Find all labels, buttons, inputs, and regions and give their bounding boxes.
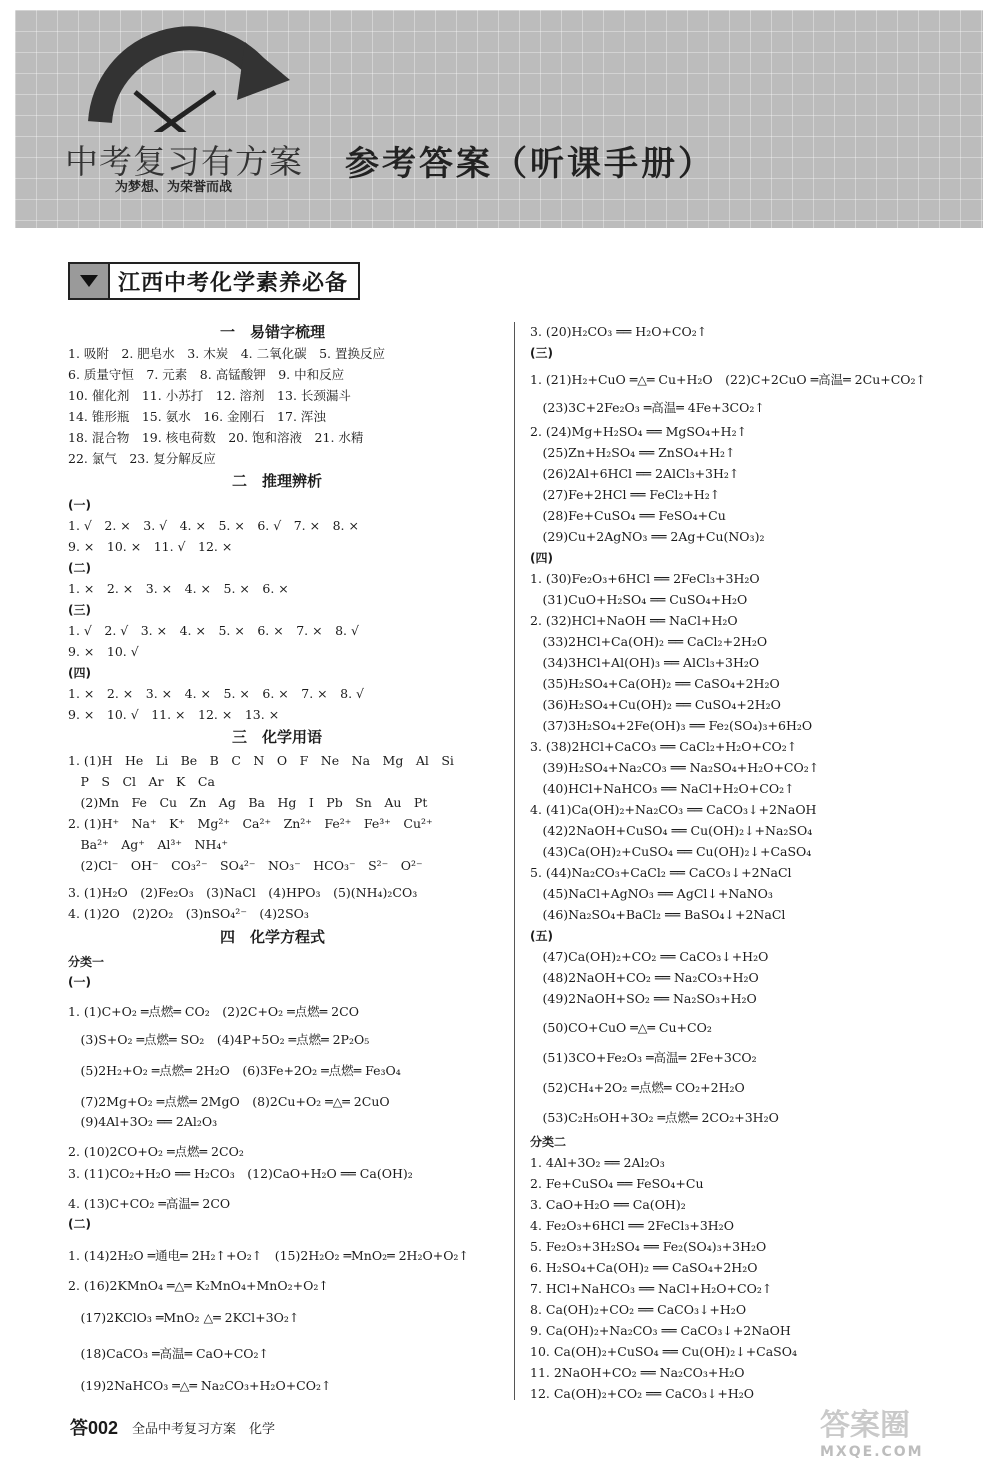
- answer-line: 1. (1)C+O₂ ═点燃═ CO₂ (2)2C+O₂ ═点燃═ 2CO: [68, 1004, 359, 1019]
- section-heading: [68, 262, 360, 300]
- answer-line: 2. (16)2KMnO₄ ═△═ K₂MnO₄+MnO₂+O₂↑: [68, 1278, 329, 1293]
- answer-line: (43)Ca(OH)₂+CuSO₄ ══ Cu(OH)₂↓+CaSO₄: [530, 844, 812, 859]
- answer-line: 3. (1)H₂O (2)Fe₂O₃ (3)NaCl (4)HPO₃ (5)(NH₄)₂CO₃: [68, 885, 418, 900]
- answer-line: (18)CaCO₃ ═高温═ CaO+CO₂↑: [68, 1346, 270, 1361]
- answer-line: 10. Ca(OH)₂+CuSO₄ ══ Cu(OH)₂↓+CaSO₄: [530, 1344, 798, 1359]
- answer-line: 2. (1)H⁺ Na⁺ K⁺ Mg²⁺ Ca²⁺ Zn²⁺ Fe²⁺ Fe³⁺ Cu²⁺: [68, 816, 433, 831]
- answer-line: 2. Fe+CuSO₄ ══ FeSO₄+Cu: [530, 1176, 704, 1191]
- answer-line: (45)NaCl+AgNO₃ ══ AgCl↓+NaNO₃: [530, 886, 773, 901]
- group-label: (二): [68, 561, 91, 575]
- answer-line: (49)2NaOH+SO₂ ══ Na₂SO₃+H₂O: [530, 991, 757, 1006]
- group-label: (三): [68, 603, 91, 617]
- answer-line: 1. (1)H He Li Be B C N O F Ne Na Mg Al Si: [68, 753, 454, 768]
- answer-line: 1. × 2. × 3. × 4. × 5. × 6. ×: [68, 581, 289, 596]
- watermark-logo: [820, 1400, 980, 1460]
- answer-line: (5)2H₂+O₂ ═点燃═ 2H₂O (6)3Fe+2O₂ ═点燃═ Fe₃O₄: [68, 1063, 401, 1078]
- answer-line: 22. 氯气 23. 复分解反应: [68, 451, 216, 466]
- group-label: (五): [530, 929, 553, 943]
- answer-line: 14. 锥形瓶 15. 氨水 16. 金刚石 17. 浑浊: [68, 409, 326, 424]
- answer-line: 5. Fe₂O₃+3H₂SO₄ ══ Fe₂(SO₄)₃+3H₂O: [530, 1239, 767, 1254]
- answer-line: 7. HCl+NaHCO₃ ══ NaCl+H₂O+CO₂↑: [530, 1281, 773, 1296]
- answer-line: 1. (30)Fe₂O₃+6HCl ══ 2FeCl₃+3H₂O: [530, 571, 760, 586]
- heading-reasoning: 二 推理辨析: [232, 472, 323, 490]
- answer-line: 9. × 10. × 11. √ 12. ×: [68, 539, 233, 554]
- answer-line: 1. √ 2. √ 3. × 4. × 5. × 6. × 7. × 8. √: [68, 623, 359, 638]
- circular-arrow-icon: [75, 22, 305, 132]
- answer-line: 3. (11)CO₂+H₂O ══ H₂CO₃ (12)CaO+H₂O ══ Ca(OH)₂: [68, 1166, 413, 1181]
- answer-line: 1. × 2. × 3. × 4. × 5. × 6. × 7. × 8. √: [68, 686, 364, 701]
- answer-line: 4. (41)Ca(OH)₂+Na₂CO₃ ══ CaCO₃↓+2NaOH: [530, 802, 817, 817]
- category-label: 分类一: [68, 955, 105, 969]
- answer-line: (19)2NaHCO₃ ═△═ Na₂CO₃+H₂O+CO₂↑: [68, 1378, 332, 1393]
- answer-line: (40)HCl+NaHCO₃ ══ NaCl+H₂O+CO₂↑: [530, 781, 795, 796]
- answer-line: 6. H₂SO₄+Ca(OH)₂ ══ CaSO₄+2H₂O: [530, 1260, 758, 1275]
- answer-line: 1. 4Al+3O₂ ══ 2Al₂O₃: [530, 1155, 665, 1170]
- watermark-site: MXQE.COM: [820, 1444, 924, 1460]
- answer-line: 9. × 10. √: [68, 644, 139, 659]
- answer-line: (47)Ca(OH)₂+CO₂ ══ CaCO₃↓+H₂O: [530, 949, 769, 964]
- brand-name: 中考复习有方案: [65, 142, 303, 181]
- answer-line: (39)H₂SO₄+Na₂CO₃ ══ Na₂SO₄+H₂O+CO₂↑: [530, 760, 820, 775]
- section-heading-label: 江西中考化学素养必备: [118, 270, 349, 296]
- answer-line: (31)CuO+H₂SO₄ ══ CuSO₄+H₂O: [530, 592, 748, 607]
- answer-line: (2)Mn Fe Cu Zn Ag Ba Hg I Pb Sn Au Pt: [68, 795, 428, 810]
- answer-line: (7)2Mg+O₂ ═点燃═ 2MgO (8)2Cu+O₂ ═△═ 2CuO: [68, 1094, 390, 1109]
- brand-slogan: 为梦想、为荣誉而战: [115, 180, 233, 195]
- answer-line: 1. (14)2H₂O ═通电═ 2H₂↑+O₂↑ (15)2H₂O₂ ═MnO₂═ 2H₂O+O₂↑: [68, 1248, 469, 1263]
- answer-line: 2. (32)HCl+NaOH ══ NaCl+H₂O: [530, 613, 738, 628]
- answer-line: 2. (24)Mg+H₂SO₄ ══ MgSO₄+H₂↑: [530, 424, 748, 439]
- answer-line: 1. (21)H₂+CuO ═△═ Cu+H₂O (22)C+2CuO ═高温═ 2Cu+CO₂↑: [530, 372, 927, 387]
- triangle-down-icon: [70, 264, 110, 298]
- heading-equations: 四 化学方程式: [220, 928, 326, 946]
- answer-line: 3. (38)2HCl+CaCO₃ ══ CaCl₂+H₂O+CO₂↑: [530, 739, 798, 754]
- answer-line: (9)4Al+3O₂ ══ 2Al₂O₃: [68, 1114, 218, 1129]
- heading-chem-terms: 三 化学用语: [232, 728, 323, 746]
- group-label: (一): [68, 498, 91, 512]
- answer-line: Ba²⁺ Ag⁺ Al³⁺ NH₄⁺: [68, 837, 228, 852]
- answer-line: (42)2NaOH+CuSO₄ ══ Cu(OH)₂↓+Na₂SO₄: [530, 823, 813, 838]
- answer-line: (50)CO+CuO ═△═ Cu+CO₂: [530, 1020, 712, 1035]
- answer-line: 4. (1)2O (2)2O₂ (3)nSO₄²⁻ (4)2SO₃: [68, 906, 309, 921]
- answer-line: 11. 2NaOH+CO₂ ══ Na₂CO₃+H₂O: [530, 1365, 745, 1380]
- heading-typo-review: 一 易错字梳理: [220, 323, 326, 341]
- answer-line: (36)H₂SO₄+Cu(OH)₂ ══ CuSO₄+2H₂O: [530, 697, 781, 712]
- answer-line: (26)2Al+6HCl ══ 2AlCl₃+3H₂↑: [530, 466, 740, 481]
- footer-book-title: 全品中考复习方案 化学: [132, 1422, 276, 1437]
- answer-line: 1. 吸附 2. 肥皂水 3. 木炭 4. 二氧化碳 5. 置换反应: [68, 346, 385, 361]
- answer-line: (25)Zn+H₂SO₄ ══ ZnSO₄+H₂↑: [530, 445, 736, 460]
- group-label: (三): [530, 346, 553, 360]
- group-label: (一): [68, 975, 91, 989]
- answer-line: (3)S+O₂ ═点燃═ SO₂ (4)4P+5O₂ ═点燃═ 2P₂O₅: [68, 1032, 370, 1047]
- answer-line: (2)Cl⁻ OH⁻ CO₃²⁻ SO₄²⁻ NO₃⁻ HCO₃⁻ S²⁻ O²⁻: [68, 858, 423, 873]
- answer-line: 18. 混合物 19. 核电荷数 20. 饱和溶液 21. 水精: [68, 430, 364, 445]
- group-label: (四): [530, 551, 553, 565]
- answer-line: (33)2HCl+Ca(OH)₂ ══ CaCl₂+2H₂O: [530, 634, 768, 649]
- group-label: (二): [68, 1217, 91, 1231]
- watermark-mark: 答案圈: [820, 1408, 910, 1443]
- answer-line: (27)Fe+2HCl ══ FeCl₂+H₂↑: [530, 487, 721, 502]
- column-divider: [514, 322, 515, 1400]
- answer-line: 3. (20)H₂CO₃ ══ H₂O+CO₂↑: [530, 324, 708, 339]
- answer-line: 9. × 10. √ 11. × 12. × 13. ×: [68, 707, 280, 722]
- answer-line: (53)C₂H₅OH+3O₂ ═点燃═ 2CO₂+3H₂O: [530, 1110, 779, 1125]
- answer-line: 8. Ca(OH)₂+CO₂ ══ CaCO₃↓+H₂O: [530, 1302, 747, 1317]
- answer-line: (37)3H₂SO₄+2Fe(OH)₃ ══ Fe₂(SO₄)₃+6H₂O: [530, 718, 813, 733]
- answer-line: 5. (44)Na₂CO₃+CaCl₂ ══ CaCO₃↓+2NaCl: [530, 865, 792, 880]
- answer-line: 6. 质量守恒 7. 元素 8. 高锰酸钾 9. 中和反应: [68, 367, 345, 382]
- answer-line: (48)2NaOH+CO₂ ══ Na₂CO₃+H₂O: [530, 970, 759, 985]
- answer-line: 1. √ 2. × 3. √ 4. × 5. × 6. √ 7. × 8. ×: [68, 518, 359, 533]
- answer-line: (28)Fe+CuSO₄ ══ FeSO₄+Cu: [530, 508, 726, 523]
- page-title: 参考答案（听课手册）: [345, 144, 715, 184]
- answer-line: (34)3HCl+Al(OH)₃ ══ AlCl₃+3H₂O: [530, 655, 760, 670]
- answer-line: (29)Cu+2AgNO₃ ══ 2Ag+Cu(NO₃)₂: [530, 529, 765, 544]
- answer-line: P S Cl Ar K Ca: [68, 774, 215, 789]
- group-label: (四): [68, 666, 91, 680]
- answer-line: 4. Fe₂O₃+6HCl ══ 2FeCl₃+3H₂O: [530, 1218, 734, 1233]
- answer-line: 9. Ca(OH)₂+Na₂CO₃ ══ CaCO₃↓+2NaOH: [530, 1323, 791, 1338]
- answer-line: (23)3C+2Fe₂O₃ ═高温═ 4Fe+3CO₂↑: [530, 400, 765, 415]
- answer-line: 10. 催化剂 11. 小苏打 12. 溶剂 13. 长颈漏斗: [68, 388, 351, 403]
- answer-line: 4. (13)C+CO₂ ═高温═ 2CO: [68, 1196, 231, 1211]
- answer-line: (35)H₂SO₄+Ca(OH)₂ ══ CaSO₄+2H₂O: [530, 676, 780, 691]
- answer-line: (51)3CO+Fe₂O₃ ═高温═ 2Fe+3CO₂: [530, 1050, 757, 1065]
- answer-line: (46)Na₂SO₄+BaCl₂ ══ BaSO₄↓+2NaCl: [530, 907, 786, 922]
- header-banner: [15, 10, 983, 228]
- answer-line: 12. Ca(OH)₂+CO₂ ══ CaCO₃↓+H₂O: [530, 1386, 755, 1401]
- page-number: 答002: [70, 1418, 119, 1438]
- answer-line: 2. (10)2CO+O₂ ═点燃═ 2CO₂: [68, 1144, 244, 1159]
- answer-line: (52)CH₄+2O₂ ═点燃═ CO₂+2H₂O: [530, 1080, 745, 1095]
- answer-line: (17)2KClO₃ ═MnO₂ △═ 2KCl+3O₂↑: [68, 1310, 300, 1325]
- category-label: 分类二: [530, 1135, 567, 1149]
- answer-line: 3. CaO+H₂O ══ Ca(OH)₂: [530, 1197, 686, 1212]
